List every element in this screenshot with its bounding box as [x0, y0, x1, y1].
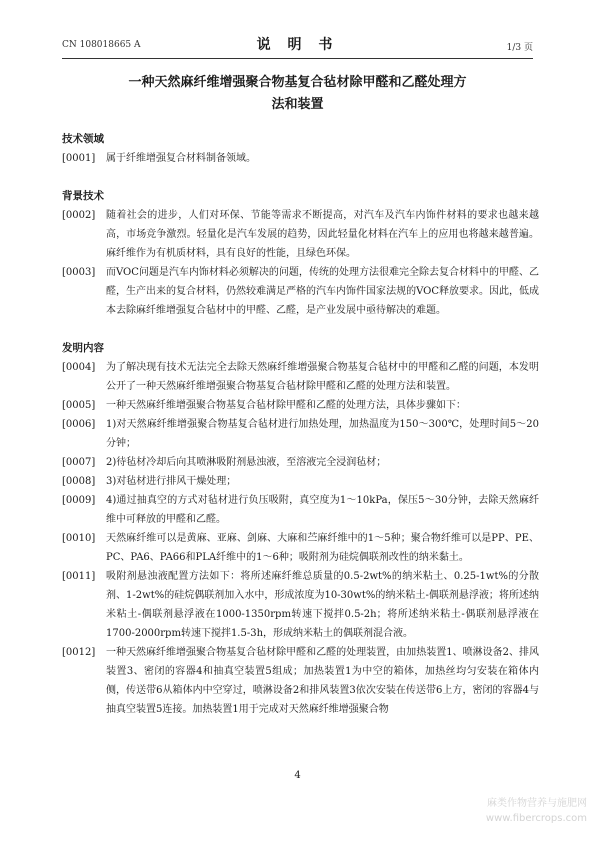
- paragraph-text: 2)待毡材冷却后向其喷淋吸附剂悬浊液，至溶液完全浸润毡材；: [106, 457, 387, 468]
- paragraph: [62, 149, 539, 168]
- paragraph: [62, 643, 539, 719]
- watermark-url: www.fibercrops.com: [485, 813, 587, 824]
- paragraph: [62, 263, 539, 320]
- section-heading-invention: 发明内容: [62, 342, 104, 354]
- paragraph-text: 天然麻纤维可以是黄麻、亚麻、剑麻、大麻和苎麻纤维中的1～5种；聚合物纤维可以是PP、PE、PC、PA6、PA66和PLA纤维中的1～6种；吸附剂为硅烷偶联剂改性的纳米黏土。: [106, 533, 539, 563]
- paragraph-number: [0003]: [62, 267, 96, 278]
- paragraph-text: 属于纤维增强复合材料制备领域。: [106, 153, 256, 164]
- document-type: 说 明 书: [256, 37, 339, 53]
- header-divider: [62, 58, 533, 59]
- paragraph-number: [0001]: [62, 153, 96, 164]
- page-number: 4: [294, 770, 301, 781]
- paragraph: [62, 206, 539, 263]
- paragraph-number: [0007]: [62, 457, 96, 468]
- paragraph: [62, 567, 539, 643]
- paragraph: [62, 415, 539, 453]
- section-heading-background: 背景技术: [62, 190, 104, 202]
- title-line-2: 法和装置: [271, 97, 324, 112]
- paragraph-number: [0005]: [62, 400, 96, 411]
- paragraph-number: [0002]: [62, 210, 96, 221]
- watermark-title: 麻类作物营养与施肥网: [487, 798, 587, 809]
- paragraph-text: 3)对毡材进行排风干燥处理；: [106, 476, 237, 487]
- document-title: [62, 72, 533, 116]
- page-count: 1/3 页: [506, 43, 533, 53]
- section-heading-tech-field: 技术领域: [62, 133, 104, 145]
- paragraph-text: 为了解决现有技术无法完全去除天然麻纤维增强聚合物基复合毡材中的甲醛和乙醛的问题，本发明公开了一种天然麻纤维增强聚合物基复合毡材除甲醛和乙醛的处理方法和装置。: [106, 362, 539, 392]
- paragraph-number: [0010]: [62, 533, 96, 544]
- paragraph-number: [0009]: [62, 495, 96, 506]
- paragraph-text: 随着社会的进步，人们对环保、节能等需求不断提高，对汽车及汽车内饰件材料的要求也越来越高，市场竞争激烈。轻量化是汽车发展的趋势，因此轻量化材料在汽车上的应用也将越来越普遍。麻纤维作为有机质材料，具有良好的性能，且绿色环保。: [106, 210, 539, 259]
- paragraph-text: 一种天然麻纤维增强聚合物基复合毡材除甲醛和乙醛的处理方法，具体步骤如下：: [106, 400, 466, 411]
- document-body: [62, 130, 539, 719]
- paragraph: [62, 396, 539, 415]
- paragraph-text: 1)对天然麻纤维增强聚合物基复合毡材进行加热处理，加热温度为150～300℃，处理时间5～20分钟；: [106, 419, 539, 449]
- paragraph-number: [0004]: [62, 362, 96, 373]
- watermark: [486, 796, 587, 826]
- paragraph: [62, 491, 539, 529]
- paragraph-number: [0012]: [62, 647, 96, 658]
- paragraph: [62, 358, 539, 396]
- paragraph-number: [0008]: [62, 476, 96, 487]
- paragraph: [62, 453, 539, 472]
- page-header: [62, 34, 533, 56]
- paragraph: [62, 529, 539, 567]
- paragraph-number: [0006]: [62, 419, 96, 430]
- paragraph: [62, 472, 539, 491]
- paragraph-text: 4)通过抽真空的方式对毡材进行负压吸附，真空度为1～10kPa，保压5～30分钟，去除天然麻纤维中可释放的甲醛和乙醛。: [106, 495, 539, 525]
- title-line-1: 一种天然麻纤维增强聚合物基复合毡材除甲醛和乙醛处理方: [128, 75, 467, 90]
- paragraph-text: 吸附剂悬浊液配置方法如下：将所述麻纤维总质量的0.5-2wt%的纳米粘土、0.25-1wt%的分散剂、1-2wt%的硅烷偶联剂加入水中，形成浓度为10-30wt%的纳米粘土-偶联剂悬浮液；将所述纳米粘土-偶联剂悬浮液在1000-1350rpm转速下搅拌0.5-2h；将所述纳米粘土-偶联剂悬浮液在1700-2000rpm转速下搅拌1.5-3h，形成纳米粘土的偶联剂混合液。: [106, 571, 539, 639]
- paragraph-text: 而VOC问题是汽车内饰材料必须解决的问题，传统的处理方法很难完全除去复合材料中的甲醛、乙醛，生产出来的复合材料，仍然较难满足严格的汽车内饰件国家法规的VOC释放要求。因此，低成本去除麻纤维增强复合毡材中的甲醛、乙醛，是产业发展中亟待解决的难题。: [106, 267, 539, 316]
- paragraph-number: [0011]: [62, 571, 96, 582]
- paragraph-text: 一种天然麻纤维增强聚合物基复合毡材除甲醛和乙醛的处理装置，由加热装置1、喷淋设备2、排风装置3、密闭的容器4和抽真空装置5组成；加热装置1为中空的箱体，加热丝均匀安装在箱体内侧，传送带6从箱体内中空穿过，喷淋设备2和排风装置3依次安装在传送带6上方，密闭的容器4与抽真空装置5连接。加热装置1用于完成对天然麻纤维增强聚合物: [106, 647, 539, 715]
- publication-number: CN 108018665 A: [62, 40, 141, 50]
